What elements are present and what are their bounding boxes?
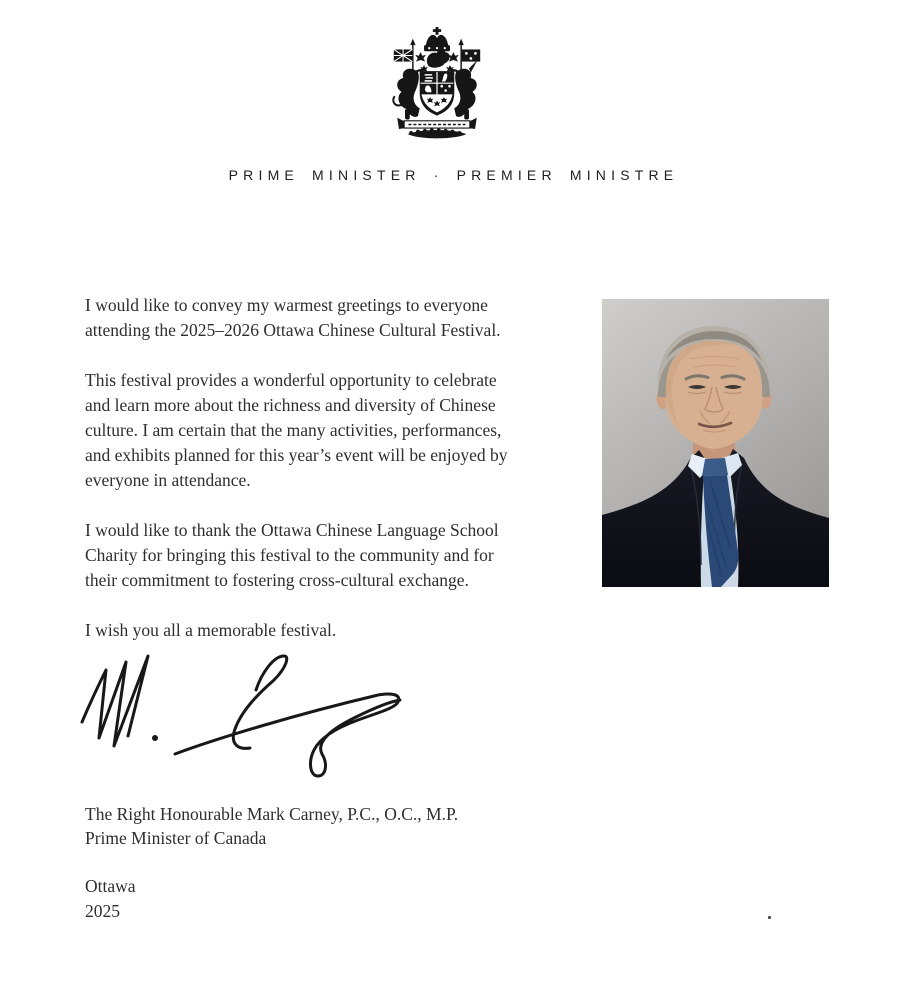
place-date-block xyxy=(85,874,136,924)
letter-line: Charity for bringing this festival to the community and for xyxy=(85,545,494,565)
letter-line: their commitment to fostering cross-cultural exchange. xyxy=(85,570,469,590)
letter-paragraph xyxy=(85,293,600,343)
signoff-name: The Right Honourable Mark Carney, P.C., O.C., M.P. xyxy=(85,804,459,824)
letter-line: I wish you all a memorable festival. xyxy=(85,620,337,640)
signoff-block xyxy=(85,802,458,850)
letterhead-wordmark: PRIME MINISTER · PREMIER MINISTRE xyxy=(228,167,679,183)
signoff-title: Prime Minister of Canada xyxy=(85,828,267,848)
letter-line: culture. I am certain that the many activities, performances, xyxy=(85,420,502,440)
signoff-place: Ottawa xyxy=(85,876,136,896)
letter-body xyxy=(85,293,600,668)
letter-paragraph xyxy=(85,368,600,493)
letter-line: I would like to convey my warmest greetings to everyone xyxy=(85,295,488,315)
official-portrait-photo xyxy=(602,299,829,587)
canada-coat-of-arms-icon xyxy=(392,27,482,148)
letter-line: attending the 2025–2026 Ottawa Chinese Cultural Festival. xyxy=(85,320,501,340)
letter-paragraph xyxy=(85,618,600,643)
letter-line: everyone in attendance. xyxy=(85,470,251,490)
signature-mark-carney xyxy=(68,650,418,790)
signoff-year: 2025 xyxy=(85,901,120,921)
scan-speck xyxy=(768,916,771,919)
letter-paragraph xyxy=(85,518,600,593)
letter-line: and exhibits planned for this year’s event will be enjoyed by xyxy=(85,445,508,465)
letter-line: This festival provides a wonderful opportunity to celebrate xyxy=(85,370,497,390)
letter-line: and learn more about the richness and diversity of Chinese xyxy=(85,395,496,415)
letter-line: I would like to thank the Ottawa Chinese Language School xyxy=(85,520,499,540)
